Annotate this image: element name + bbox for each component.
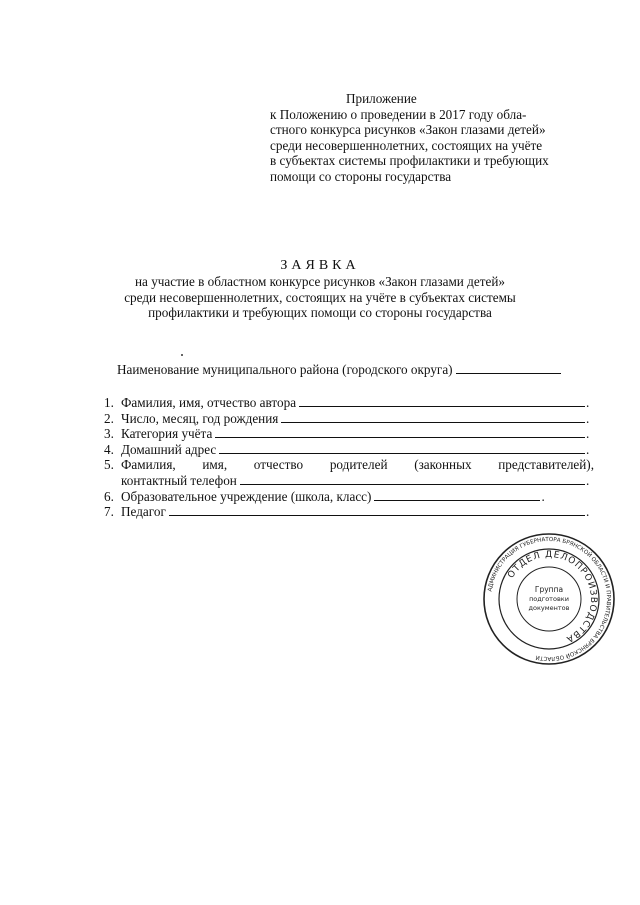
item-number: 6. (104, 488, 114, 504)
annex-line: среди несовершеннолетних, состоящих на учёте (270, 137, 543, 153)
parents-blank[interactable] (240, 474, 585, 485)
birthdate-blank[interactable] (281, 412, 585, 423)
subtitle-line: среди несовершеннолетних, состоящих на учёте в субъектах системы (124, 289, 516, 305)
teacher-blank[interactable] (169, 505, 585, 516)
item-number: 4. (104, 441, 114, 457)
item-label-continued: контактный телефон (121, 472, 237, 488)
form-item-category: 3. Категория учёта . (104, 426, 590, 442)
item-label: Образовательное учреждение (школа, класс) (121, 488, 372, 504)
stamp-center-line: подготовки (529, 595, 569, 603)
author-blank[interactable] (299, 396, 585, 407)
form-item-school: 6. Образовательное учреждение (школа, класс) . (104, 488, 545, 504)
subtitle-line: профилактики и требующих помощи со стороны государства (148, 305, 492, 321)
item-number: 2. (104, 410, 114, 426)
item-label: Фамилия, имя, отчество автора (121, 395, 297, 410)
item-number: 1. (104, 395, 114, 410)
annex-line: к Положению о проведении в 2017 году обла- (270, 106, 527, 122)
item-number: 3. (104, 426, 114, 442)
stamp-center-line: документов (528, 604, 570, 612)
form-item-address: 4. Домашний адрес . (104, 441, 590, 457)
form-item-parents (104, 457, 594, 473)
stamp-outer-text: АДМИНИСТРАЦИЯ ГУБЕРНАТОРА БРЯНСКОЙ ОБЛАСТИ И ПРАВИТЕЛЬСТВА БРЯНСКОЙ ОБЛАСТИ (487, 536, 612, 662)
item-label: Педагог (121, 504, 166, 520)
scan-speck (181, 354, 183, 356)
address-blank[interactable] (219, 443, 585, 454)
office-stamp (482, 532, 616, 666)
annex-line: в субъектах системы профилактики и требующих (270, 153, 549, 169)
municipality-label: Наименование муниципального района (городского округа) (117, 362, 453, 377)
category-blank[interactable] (215, 427, 585, 438)
form-item-birthdate: 2. Число, месяц, год рождения . (104, 410, 590, 426)
stamp-inner-text: ОТДЕЛ ДЕЛОПРОИЗВОДСТВА (506, 549, 599, 645)
annex-line: помощи со стороны государства (270, 168, 452, 184)
item-label: Фамилия, имя, отчество родителей (законных представителей), (121, 457, 594, 473)
form-items (104, 395, 594, 520)
form-item-parents-continued: контактный телефон . (121, 472, 590, 488)
municipality-blank[interactable] (456, 363, 561, 374)
form-item-author: 1. Фамилия, имя, отчество автора . (104, 395, 590, 410)
item-label: Категория учёта (121, 426, 213, 442)
item-label: Число, месяц, год рождения (121, 410, 279, 426)
annex-heading: Приложение (346, 91, 417, 106)
municipality-field (117, 362, 597, 378)
document-title: ЗАЯВКА (280, 258, 360, 273)
item-number: 7. (104, 504, 114, 520)
annex-line: стного конкурса рисунков «Закон глазами детей» (270, 122, 546, 138)
item-label: Домашний адрес (121, 441, 217, 457)
item-number: 5. (104, 457, 114, 473)
stamp-center-line: Группа (534, 585, 564, 594)
subtitle-line: на участие в областном конкурсе рисунков «Закон глазами детей» (134, 274, 505, 289)
form-item-teacher: 7. Педагог . (104, 504, 590, 520)
school-blank[interactable] (374, 490, 540, 501)
document-subtitle (0, 274, 640, 321)
annex-block (270, 91, 600, 185)
